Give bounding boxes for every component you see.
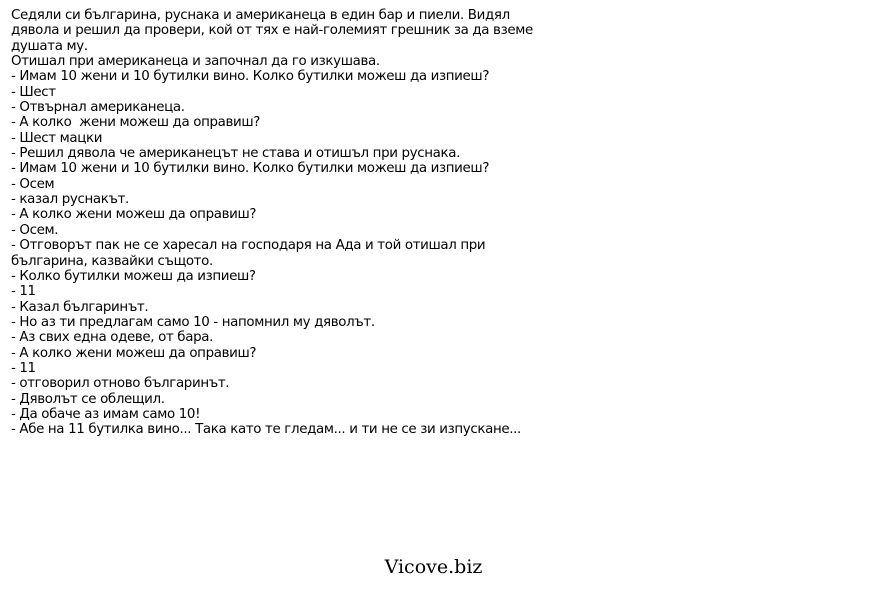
joke-line: - Аз свих една одеве, от бара.	[11, 330, 213, 346]
joke-line: - Имам 10 жени и 10 бутилки вино. Колко бутилки можеш да изпиеш?	[11, 161, 490, 177]
joke-line: - А колко жени можеш да оправиш?	[11, 345, 257, 361]
joke-line: - Отвърнал американеца.	[11, 100, 185, 116]
joke-line: - Казал българинът.	[11, 299, 149, 315]
joke-line: Отишал при американеца и започнал да го изкушава.	[11, 54, 380, 70]
joke-line: - казал руснакът.	[11, 192, 129, 208]
joke-line: - Отговорът пак не се харесал на господаря на Ада и той отишал при	[11, 238, 486, 254]
joke-line: - 11	[11, 284, 36, 300]
joke-line: - Шест	[11, 84, 56, 100]
joke-line: - Абе на 11 бутилка вино... Така като те гледам... и ти не се зи изпускане...	[11, 422, 521, 438]
joke-line: - Осем	[11, 176, 55, 192]
joke-line: - Дяволът се облещил.	[11, 391, 165, 407]
joke-text	[11, 8, 571, 438]
joke-line: - А колко жени можеш да оправиш?	[11, 115, 261, 131]
joke-line: - Решил дявола че американецът не става и отишъл при руснака.	[11, 146, 460, 162]
joke-line: българина, казвайки същото.	[11, 253, 213, 269]
joke-line: дявола и решил да провери, кой от тях е най-големият грешник за да вземе	[11, 23, 533, 39]
joke-line: - Осем.	[11, 222, 59, 238]
joke-line: - 11	[11, 360, 36, 376]
joke-line: - Шест мацки	[11, 130, 103, 146]
joke-line: - Колко бутилки можеш да изпиеш?	[11, 268, 256, 284]
joke-line: - отговорил отново българинът.	[11, 376, 230, 392]
joke-line: - Имам 10 жени и 10 бутилки вино. Колко бутилки можеш да изпиеш?	[11, 69, 490, 85]
joke-line: - А колко жени можеш да оправиш?	[11, 207, 257, 223]
joke-line: Седяли си българина, руснака и американеца в един бар и пиели. Видял	[11, 8, 510, 23]
joke-line: - Да обаче аз имам само 10!	[11, 406, 201, 422]
joke-line: - Но аз ти предлагам само 10 - напомнил му дяволът.	[11, 314, 375, 330]
site-footer: Vicove.biz	[384, 556, 483, 578]
joke-line: душата му.	[11, 38, 88, 54]
